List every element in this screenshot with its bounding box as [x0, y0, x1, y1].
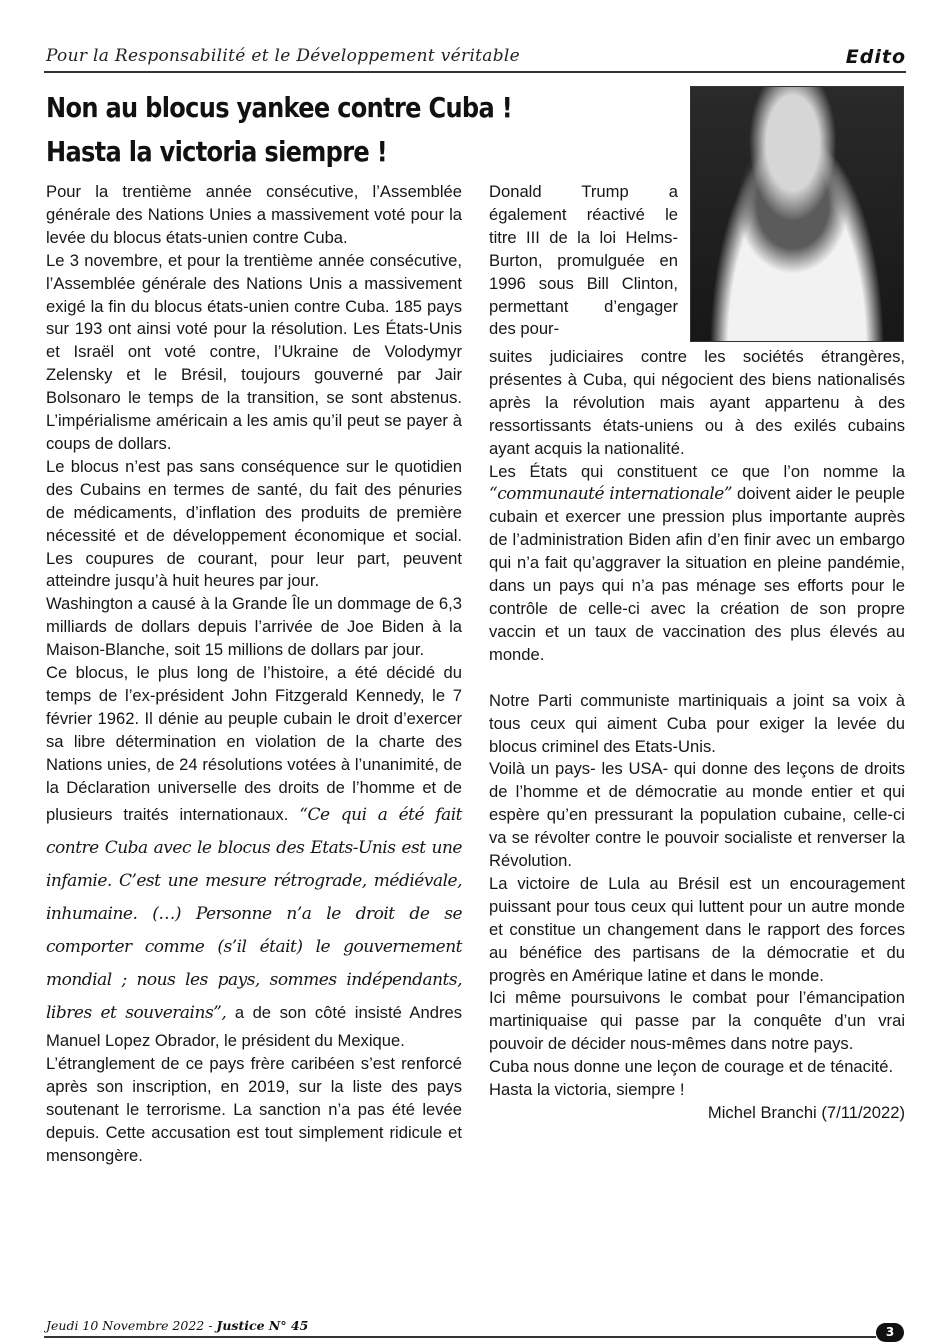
footer-date: Jeudi 10 Novembre 2022 - [46, 1318, 217, 1333]
paragraph: Ici même poursuivons le combat pour l’émancipation martiniquaise qui passe par la conquête d’un vrai pouvoir de décider nous-mêmes dans notre pays. [489, 988, 905, 1054]
paragraph: Washington a causé à la Grande Île un dommage de 6,3 milliards de dollars depuis l’arrivée de Joe Biden à la Maison-Blanche, soit 15 millions de dollars par jour. [46, 594, 462, 660]
paragraph-text: doivent aider le peuple cubain et exercer une pression plus importante auprès de l’administration Biden afin d’en finir avec un embargo qui n’a fait qu’aggraver la situation en pleine pandémie, dans un pays qui n’a pas ménage ses efforts pour le contrôle de celle-ci avec la création de son propre vaccin et un taux de vaccination des plus élevés au monde. [489, 484, 905, 664]
paragraph: Voilà un pays- les USA- qui donne des leçons de droits de l’homme et de démocratie au monde entier et qui espère qu’en pressurant la population cubaine, celle-ci va se révolter contre le pouvoir socialiste et renverser la Révolution. [489, 759, 905, 871]
paragraph: suites judiciaires contre les sociétés étrangères, présentes à Cuba, qui négocient des biens nationalisés après la révolution mais ayant appartenu à des ressortissants états-uniens ou à des exilés cubains ayant acquis la nationalité. [489, 347, 905, 458]
pull-quote: “Ce qui a été fait contre Cuba avec le blocus des Etats-Unis est une infamie. C’est une mesure rétrograde, médiévale, inhumaine. (…) Personne n’a le droit de se comporter comme (s’il était) le gouvernement mondial ; nous les pays, sommes indépendants, libres et souverains”, [46, 805, 462, 1024]
article-title [46, 86, 588, 174]
inline-quote: “communauté internationale” [489, 484, 733, 505]
paragraph [46, 662, 462, 1053]
column-right [489, 346, 905, 1125]
paragraph: Pour la trentième année consécutive, l’Assemblée générale des Nations Unies a massivement voté pour la levée du blocus états-unien contre Cuba. [46, 182, 462, 247]
paragraph-text: Les États qui constituent ce que l’on nomme la [489, 461, 905, 481]
paragraph-text: Ce blocus, le plus long de l’histoire, a été décidé du temps de l’ex-président John Fitzgerald Kennedy, le 7 février 1962. Il dénie au peuple cubain le droit d’exercer sa libre détermination en violation de la charte des Nations unies, de 24 résolutions votées à l’unanimité, de la Déclaration universelle des droits de l’homme et de plusieurs traités internationaux. [46, 663, 462, 825]
section-label: Edito [845, 46, 906, 68]
title-line-2: Hasta la victoria siempre ! [46, 135, 388, 168]
paragraph [489, 461, 905, 667]
paragraph-text: Donald Trump a également réactivé le titre III de la loi Helms-Burton, promulguée en 1996 sous Bill Clinton, permettant d’engager des pour [489, 182, 678, 339]
paragraph-text: a de son côté insisté Andres Manuel Lopez Obrador, le président du Mexique. [46, 1003, 462, 1051]
paragraph: La victoire de Lula au Brésil est un encouragement puissant pour tous ceux qui luttent pour un autre monde et constitue un changement dans le rapport des forces au bénéfice des partisans de la démocratie et du progrès en Amérique latine et dans le monde. [489, 873, 905, 985]
paragraph: Le blocus n’est pas sans conséquence sur le quotidien des Cubains en termes de santé, du fait des pénuries de médicaments, d’inflation des produits de première nécessité et de développement économique et social. Les coupures de courant, pour leur part, peuvent atteindre jusqu’à huit heures par jour. [46, 456, 462, 591]
footer-issue-info [46, 1318, 308, 1333]
paragraph: Hasta la victoria, siempre ! [489, 1080, 685, 1100]
page-number: 3 [876, 1323, 904, 1342]
paragraph: Notre Parti communiste martiniquais a joint sa voix à tous ceux qui aiment Cuba pour exiger la levée du blocus criminel des Etats-Unis. [489, 690, 905, 756]
author-photo [690, 86, 904, 342]
title-line-1: Non au blocus yankee contre Cuba ! [46, 91, 513, 124]
column-left [46, 181, 462, 1168]
header-divider [44, 71, 906, 73]
author-signature: Michel Branchi (7/11/2022) [707, 1103, 905, 1122]
paragraph: L’étranglement de ce pays frère caribéen s’est renforcé après son inscription, en 2019, sur la liste des pays soutenant le terrorisme. La sanction n’a pas été levée depuis. Cette accusation est tout simplement ridicule et mensongère. [46, 1054, 462, 1165]
footer-divider [44, 1336, 876, 1338]
column-right-beside-photo [489, 181, 678, 341]
paragraph: Cuba nous donne une leçon de courage et de ténacité. [489, 1057, 894, 1077]
footer-publication: Justice N° 45 [216, 1318, 309, 1333]
paragraph: Le 3 novembre, et pour la trentième année consécutive, l’Assemblée générale des Nations Unis a massivement exigé la fin du blocus états-unien contre Cuba. 185 pays sur 193 ont ainsi voté pour la résolution. Les États-Unis et Israël ont voté contre, l’Ukraine de Volodymyr Zelensky et le Brésil, toujours gouverné par Jair Bolsonaro le temps de la transition, se sont abstenus. L’impérialisme américain a les amis qu’il peut se payer à coups de dollars. [46, 250, 462, 453]
paragraph: Donald Trump a également réactivé le titre III de la loi Helms-Burton, promulguée en 1996 sous Bill Clinton, permettant d’engager des pour- [489, 182, 678, 339]
header-tagline: Pour la Responsabilité et le Développement véritable [46, 46, 521, 66]
paragraph-spacer [489, 667, 905, 690]
